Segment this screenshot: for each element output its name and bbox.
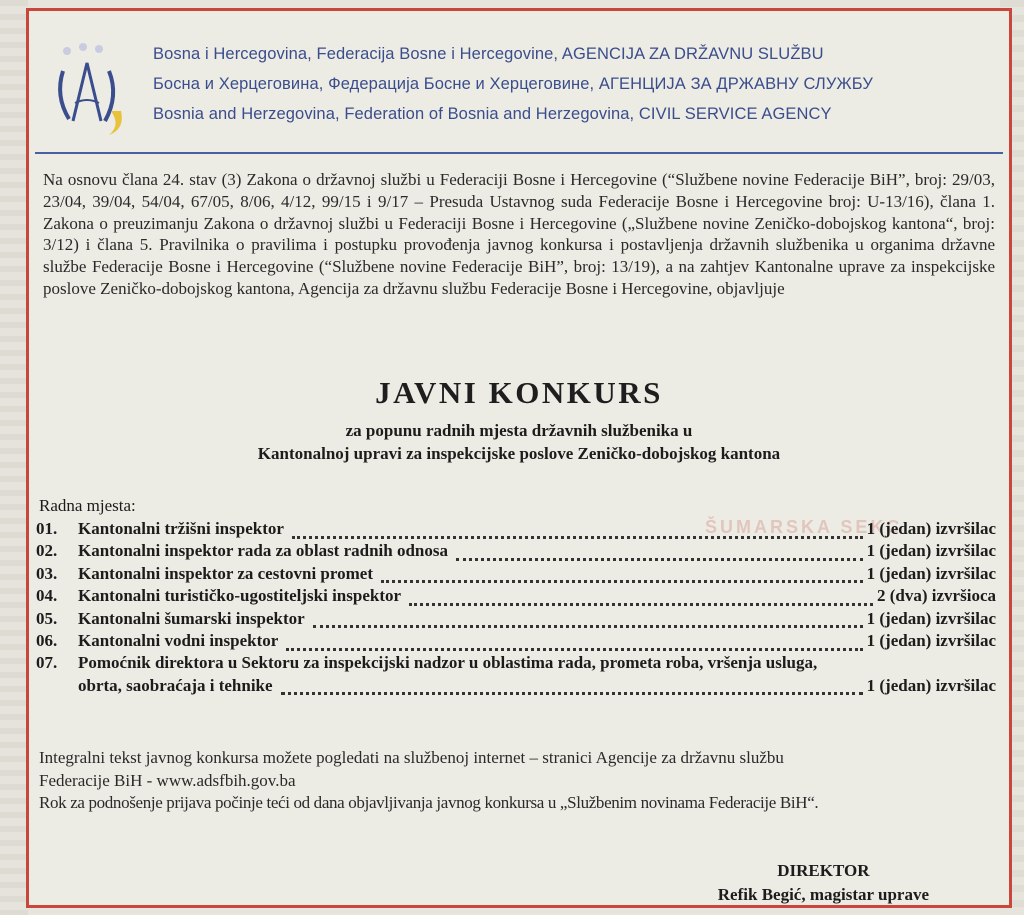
position-item bbox=[36, 653, 996, 675]
position-count: 2 (dva) izvršioca bbox=[877, 586, 996, 606]
position-item-continuation bbox=[36, 676, 996, 698]
dot-leader bbox=[281, 678, 863, 695]
position-count: 1 (jedan) izvršilac bbox=[866, 541, 996, 561]
position-item bbox=[36, 631, 996, 653]
position-item bbox=[36, 541, 996, 563]
dot-leader bbox=[313, 611, 863, 628]
position-title: Kantonalni tržišni inspektor bbox=[78, 519, 284, 538]
position-count: 1 (jedan) izvršilac bbox=[866, 675, 996, 695]
dot-leader bbox=[286, 634, 862, 651]
header-divider bbox=[35, 152, 1003, 154]
agency-logo-icon bbox=[47, 41, 159, 141]
signature-name: Refik Begić, magistar uprave bbox=[717, 885, 929, 904]
agency-name-serbian: Босна и Херцеговина, Федерација Босне и Херцеговине, АГЕНЦИЈА ЗА ДРЖАВНУ СЛУЖБУ bbox=[153, 75, 873, 93]
agency-name-bosnian: Bosna i Hercegovina, Federacija Bosne i Hercegovine, AGENCIJA ZA DRŽAVNU SLUŽBU bbox=[153, 45, 824, 63]
agency-header bbox=[29, 11, 1009, 159]
positions-list bbox=[36, 519, 996, 698]
subtitle-line-1: za popunu radnih mjesta državnih službenika u bbox=[345, 421, 693, 440]
dot-leader bbox=[409, 589, 873, 606]
positions-label: Radna mjesta: bbox=[39, 496, 136, 515]
dot-leader bbox=[292, 522, 863, 539]
agency-name-lines bbox=[153, 39, 1003, 129]
position-title: Kantonalni šumarski inspektor bbox=[78, 608, 305, 628]
footer-line-2: Federacije BiH - www.adsfbih.gov.ba bbox=[39, 770, 296, 790]
position-number: 01. bbox=[36, 519, 58, 538]
position-number: 07. bbox=[36, 653, 58, 673]
position-title-line-2: obrta, saobraćaja i tehnike bbox=[78, 675, 273, 695]
position-count: 1 (jedan) izvršilac bbox=[866, 563, 996, 583]
position-title: Kantonalni inspektor za cestovni promet bbox=[78, 563, 373, 583]
position-number: 03. bbox=[36, 563, 58, 583]
dot-leader bbox=[456, 544, 863, 561]
footer-line-3: Rok za podnošenje prijava počinje teći od dana objavljivanja javnog konkursa u „Službenim novinama Federacije BiH“. bbox=[39, 793, 819, 812]
dot-leader bbox=[381, 566, 863, 583]
position-number: 06. bbox=[36, 630, 58, 650]
job-announcement bbox=[26, 8, 1012, 908]
position-title-line-1: Pomoćnik direktora u Sektoru za inspekcijski nadzor u oblastima rada, prometa roba, vršenja usluga, bbox=[78, 653, 818, 673]
agency-name-english: Bosnia and Herzegovina, Federation of Bosnia and Herzegovina, CIVIL SERVICE AGENCY bbox=[153, 105, 832, 123]
position-number: 02. bbox=[36, 541, 58, 561]
footer-line-1: Integralni tekst javnog konkursa možete pogledati na službenoj internet – stranici Agencije za državnu službu bbox=[39, 748, 784, 767]
position-count: 1 (jedan) izvršilac bbox=[866, 630, 996, 650]
bleed-through-stamp: ŠUMARSKA SEKC bbox=[705, 517, 903, 537]
adjacent-page-bleed-left bbox=[0, 0, 28, 915]
position-number: 05. bbox=[36, 608, 58, 628]
footer-notice bbox=[39, 747, 999, 815]
legal-preamble: Na osnovu člana 24. stav (3) Zakona o državnoj službi u Federaciji Bosne i Hercegovine (“Službene novine Federacije BiH”, broj: 29/03, 23/04, 39/04, 54/04, 67/05, 8/06, 4/12, 99/15 i 9/17 – Presuda Ustavnog suda Federacije Bosne i Hercegovine broj: U-13/16), člana 1. Zakona o preuzimanju Zakona o državnoj službi u Federaciji Bosne i Hercegovine („Službene novine Zeničko-dobojskog kantona“, broj: 3/12) i člana 5. Pravilnika o pravilima i postupku provođenja javnog konkursa i postavljenja državnih službenika u organima državne službe Federacije Bosne i Hercegovine (“Službene novine Federacije BiH”, broj: 13/19), a na zahtjev Kantonalne uprave za inspekcijske poslove Zeničko-dobojskog kantona, Agencija za državnu službu Federacije Bosne i Hercegovine, objavljuje bbox=[43, 170, 995, 298]
subtitle-line-2: Kantonalnoj upravi za inspekcijske poslove Zeničko-dobojskog kantona bbox=[257, 444, 781, 463]
position-item bbox=[36, 564, 996, 586]
announcement-title: JAVNI KONKURS bbox=[375, 375, 663, 410]
position-title: Kantonalni vodni inspektor bbox=[78, 630, 279, 650]
position-number: 04. bbox=[36, 586, 58, 606]
position-count: 1 (jedan) izvršilac bbox=[866, 608, 996, 628]
signature-role: DIREKTOR bbox=[777, 861, 870, 880]
position-title: Kantonalni inspektor rada za oblast radnih odnosa bbox=[78, 541, 448, 561]
position-count: 1 (jedan) izvršilac bbox=[866, 519, 996, 538]
announcement-subtitle bbox=[29, 419, 1009, 465]
position-item bbox=[36, 609, 996, 631]
signature-block bbox=[718, 859, 929, 907]
position-item bbox=[36, 586, 996, 608]
position-item bbox=[36, 519, 996, 541]
position-title: Kantonalni turističko-ugostiteljski inspektor bbox=[78, 586, 402, 606]
